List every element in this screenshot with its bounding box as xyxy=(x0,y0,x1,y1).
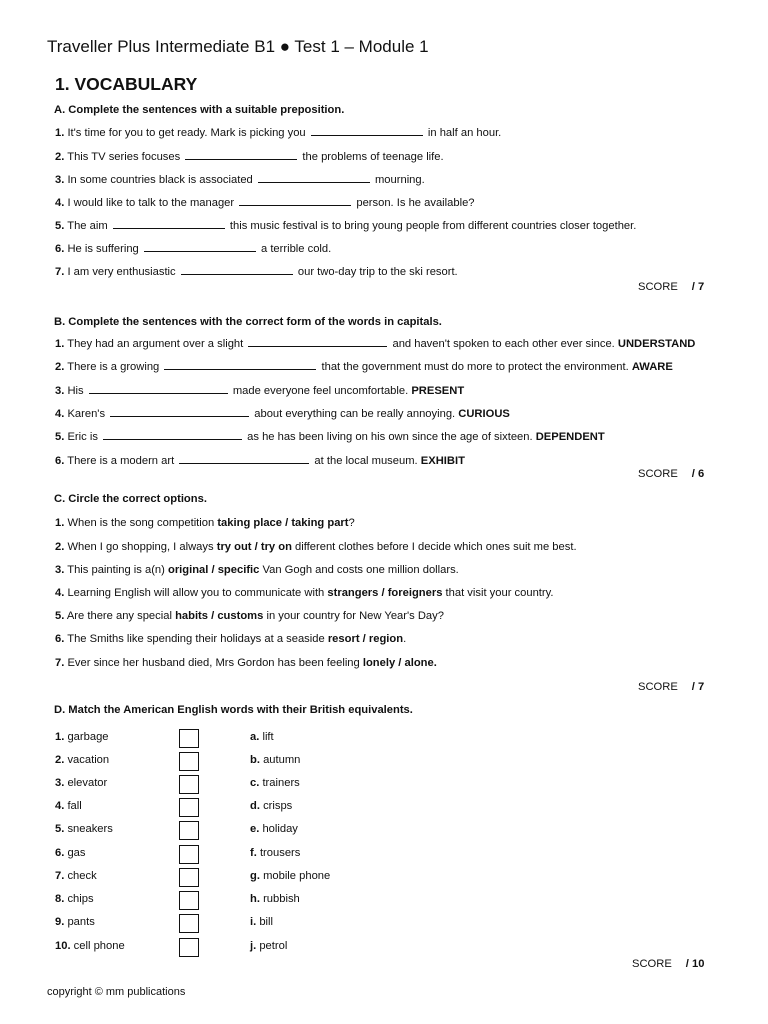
item-letter: d. xyxy=(250,800,260,812)
item-letter: i. xyxy=(250,916,257,928)
sentence-start: There is a growing xyxy=(67,361,160,373)
british-word: trousers xyxy=(259,847,301,859)
answer-blank[interactable] xyxy=(258,172,370,183)
answer-blank[interactable] xyxy=(164,359,316,370)
sentence-end: . xyxy=(403,633,407,645)
answer-box[interactable] xyxy=(179,798,199,817)
sentence-start: Karen's xyxy=(67,408,106,420)
part-b-score xyxy=(638,468,704,480)
capital-word: UNDERSTAND xyxy=(617,338,696,350)
item-number: 3. xyxy=(55,174,65,186)
sentence-line xyxy=(55,564,459,576)
item-number: 7. xyxy=(55,870,65,882)
sentence-line xyxy=(55,125,501,139)
answer-options[interactable]: try out / try on xyxy=(216,541,292,553)
british-word-item xyxy=(250,731,274,743)
sentence-line xyxy=(55,657,437,669)
item-number: 3. xyxy=(55,777,65,789)
american-word-item xyxy=(55,893,94,905)
score-label: SCORE xyxy=(638,468,678,480)
british-word: rubbish xyxy=(263,893,300,905)
sentence-end: at the local museum. xyxy=(314,455,418,467)
sentence-start: I would like to talk to the manager xyxy=(67,197,235,209)
item-number: 3. xyxy=(55,564,65,576)
british-word-item xyxy=(250,870,330,882)
sentence-end: about everything can be really annoying. xyxy=(254,408,456,420)
item-number: 5. xyxy=(55,610,65,622)
answer-blank[interactable] xyxy=(103,429,242,440)
item-number: 4. xyxy=(55,197,65,209)
score-max: / 7 xyxy=(691,281,705,293)
answer-options[interactable]: taking place / taking part xyxy=(217,517,349,529)
sentence-line xyxy=(55,359,673,373)
part-c-score xyxy=(638,681,704,693)
item-number: 1. xyxy=(55,731,65,743)
sentence-start: Ever since her husband died, Mrs Gordon has been feeling xyxy=(67,657,360,669)
answer-box[interactable] xyxy=(179,845,199,864)
american-word-item xyxy=(55,847,86,859)
capital-word: CURIOUS xyxy=(458,408,510,420)
answer-box[interactable] xyxy=(179,729,199,748)
sentence-start: This TV series focuses xyxy=(67,151,181,163)
american-word: fall xyxy=(67,800,82,812)
british-word: holiday xyxy=(262,823,298,835)
sentence-line xyxy=(55,241,331,255)
sentence-start: I am very enthusiastic xyxy=(67,266,176,278)
sentence-line xyxy=(55,610,444,622)
british-word: crisps xyxy=(263,800,293,812)
sentence-end: in half an hour. xyxy=(427,127,502,139)
american-word: gas xyxy=(67,847,86,859)
item-letter: a. xyxy=(250,731,260,743)
sentence-line xyxy=(55,383,464,397)
item-letter: e. xyxy=(250,823,260,835)
sentence-line xyxy=(55,517,355,529)
sentence-line xyxy=(55,195,475,209)
capital-word: DEPENDENT xyxy=(535,431,605,443)
sentence-line xyxy=(55,172,425,186)
sentence-end: that the government must do more to protect the environment. xyxy=(321,361,629,373)
part-a-score xyxy=(638,281,704,293)
sentence-start: His xyxy=(67,385,84,397)
sentence-end: our two-day trip to the ski resort. xyxy=(297,266,458,278)
sentence-end: different clothes before I decide which ones suit me best. xyxy=(295,541,577,553)
sentence-start: They had an argument over a slight xyxy=(67,338,244,350)
british-word: bill xyxy=(259,916,274,928)
item-number: 7. xyxy=(55,657,65,669)
part-a-heading: A. Complete the sentences with a suitable preposition. xyxy=(54,104,345,116)
american-word-item xyxy=(55,823,113,835)
item-number: 2. xyxy=(55,361,65,373)
answer-options[interactable]: habits / customs xyxy=(175,610,264,622)
british-word: mobile phone xyxy=(263,870,331,882)
score-max: / 6 xyxy=(691,468,705,480)
item-number: 5. xyxy=(55,220,65,232)
answer-box[interactable] xyxy=(179,775,199,794)
item-number: 2. xyxy=(55,754,65,766)
score-label: SCORE xyxy=(638,281,678,293)
item-number: 6. xyxy=(55,633,65,645)
sentence-end: mourning. xyxy=(374,174,425,186)
sentence-start: This painting is a(n) xyxy=(67,564,165,576)
item-number: 5. xyxy=(55,431,65,443)
sentence-end: that visit your country. xyxy=(445,587,554,599)
american-word: elevator xyxy=(67,777,108,789)
section-title: 1. VOCABULARY xyxy=(55,74,198,94)
american-word-item xyxy=(55,940,125,952)
american-word-item xyxy=(55,777,107,789)
item-number: 7. xyxy=(55,266,65,278)
american-word: cell phone xyxy=(73,940,125,952)
part-d-heading: D. Match the American English words with their British equivalents. xyxy=(54,704,413,716)
score-label: SCORE xyxy=(638,681,678,693)
answer-blank[interactable] xyxy=(144,241,256,252)
sentence-end: Van Gogh and costs one million dollars. xyxy=(262,564,459,576)
item-number: 9. xyxy=(55,916,65,928)
american-word-item xyxy=(55,731,109,743)
sentence-end: made everyone feel uncomfortable. xyxy=(232,385,409,397)
sentence-start: The Smiths like spending their holidays at a seaside xyxy=(67,633,325,645)
page-title: Traveller Plus Intermediate B1 ● Test 1 – Module 1 xyxy=(47,37,429,56)
part-b-heading: B. Complete the sentences with the correct form of the words in capitals. xyxy=(54,316,442,328)
score-label: SCORE xyxy=(632,958,672,970)
sentence-end: the problems of teenage life. xyxy=(302,151,444,163)
sentence-line xyxy=(55,587,554,599)
answer-box[interactable] xyxy=(179,868,199,887)
answer-options[interactable]: resort / region xyxy=(327,633,404,645)
answer-blank[interactable] xyxy=(311,125,423,136)
american-word-item xyxy=(55,870,97,882)
sentence-start: There is a modern art xyxy=(67,455,175,467)
item-number: 4. xyxy=(55,408,65,420)
british-word-item xyxy=(250,754,300,766)
sentence-start: When is the song competition xyxy=(67,517,215,529)
british-word-item xyxy=(250,847,300,859)
item-letter: c. xyxy=(250,777,260,789)
american-word: pants xyxy=(67,916,95,928)
sentence-start: The aim xyxy=(67,220,108,232)
answer-blank[interactable] xyxy=(110,406,249,417)
item-letter: h. xyxy=(250,893,260,905)
american-word: vacation xyxy=(67,754,110,766)
british-word-item xyxy=(250,800,292,812)
answer-blank[interactable] xyxy=(89,383,228,394)
answer-box[interactable] xyxy=(179,752,199,771)
item-number: 1. xyxy=(55,127,65,139)
answer-box[interactable] xyxy=(179,938,199,957)
sentence-end: in your country for New Year's Day? xyxy=(266,610,444,622)
item-number: 3. xyxy=(55,385,65,397)
sentence-line xyxy=(55,406,510,420)
sentence-start: Are there any special xyxy=(66,610,172,622)
sentence-line xyxy=(55,429,605,443)
item-number: 1. xyxy=(55,338,65,350)
sentence-line xyxy=(55,541,577,553)
british-word-item xyxy=(250,940,287,952)
sentence-end: person. Is he available? xyxy=(356,197,475,209)
british-word-item xyxy=(250,916,273,928)
item-letter: b. xyxy=(250,754,260,766)
answer-options[interactable]: original / specific xyxy=(167,564,260,576)
item-number: 2. xyxy=(55,151,65,163)
answer-blank[interactable] xyxy=(239,195,351,206)
answer-options[interactable]: lonely / alone. xyxy=(362,657,437,669)
sentence-line xyxy=(55,149,444,163)
answer-blank[interactable] xyxy=(248,336,387,347)
sentence-line xyxy=(55,453,465,467)
part-c-heading: C. Circle the correct options. xyxy=(54,493,207,505)
item-number: 6. xyxy=(55,847,65,859)
american-word: garbage xyxy=(67,731,109,743)
sentence-line xyxy=(55,633,406,645)
sentence-end: as he has been living on his own since the age of sixteen. xyxy=(247,431,533,443)
answer-box[interactable] xyxy=(179,891,199,910)
sentence-start: When I go shopping, I always xyxy=(67,541,214,553)
british-word: lift xyxy=(262,731,274,743)
part-d-score xyxy=(632,958,704,970)
item-number: 4. xyxy=(55,800,65,812)
sentence-start: It's time for you to get ready. Mark is picking you xyxy=(67,127,306,139)
sentence-end: this music festival is to bring young people from different countries closer together. xyxy=(229,220,637,232)
sentence-line xyxy=(55,218,636,232)
sentence-end: and haven't spoken to each other ever since. xyxy=(392,338,615,350)
score-max: / 10 xyxy=(685,958,705,970)
sentence-start: Eric is xyxy=(67,431,98,443)
british-word: petrol xyxy=(259,940,288,952)
capital-word: AWARE xyxy=(631,361,673,373)
item-number: 5. xyxy=(55,823,65,835)
item-number: 8. xyxy=(55,893,65,905)
british-word: trainers xyxy=(262,777,300,789)
american-word: sneakers xyxy=(67,823,113,835)
capital-word: PRESENT xyxy=(411,385,465,397)
american-word: chips xyxy=(67,893,94,905)
american-word-item xyxy=(55,754,109,766)
sentence-start: Learning English will allow you to communicate with xyxy=(67,587,325,599)
sentence-start: He is suffering xyxy=(67,243,139,255)
capital-word: EXHIBIT xyxy=(420,455,465,467)
answer-options[interactable]: strangers / foreigners xyxy=(327,587,443,599)
sentence-line xyxy=(55,264,458,278)
item-number: 2. xyxy=(55,541,65,553)
score-max: / 7 xyxy=(691,681,705,693)
british-word-item xyxy=(250,893,300,905)
item-letter: f. xyxy=(250,847,257,859)
american-word-item xyxy=(55,916,95,928)
answer-box[interactable] xyxy=(179,821,199,840)
item-number: 10. xyxy=(55,940,71,952)
answer-blank[interactable] xyxy=(185,149,297,160)
british-word: autumn xyxy=(263,754,301,766)
item-letter: g. xyxy=(250,870,260,882)
item-number: 6. xyxy=(55,455,65,467)
sentence-line xyxy=(55,336,695,350)
british-word-item xyxy=(250,823,298,835)
sentence-end: ? xyxy=(348,517,355,529)
copyright-notice: copyright © mm publications xyxy=(47,986,186,998)
answer-blank[interactable] xyxy=(181,264,293,275)
item-number: 4. xyxy=(55,587,65,599)
sentence-start: In some countries black is associated xyxy=(67,174,253,186)
item-number: 6. xyxy=(55,243,65,255)
american-word-item xyxy=(55,800,82,812)
answer-blank[interactable] xyxy=(113,218,225,229)
british-word-item xyxy=(250,777,300,789)
sentence-end: a terrible cold. xyxy=(260,243,332,255)
american-word: check xyxy=(67,870,97,882)
item-letter: j. xyxy=(250,940,257,952)
item-number: 1. xyxy=(55,517,65,529)
answer-box[interactable] xyxy=(179,914,199,933)
answer-blank[interactable] xyxy=(179,453,309,464)
